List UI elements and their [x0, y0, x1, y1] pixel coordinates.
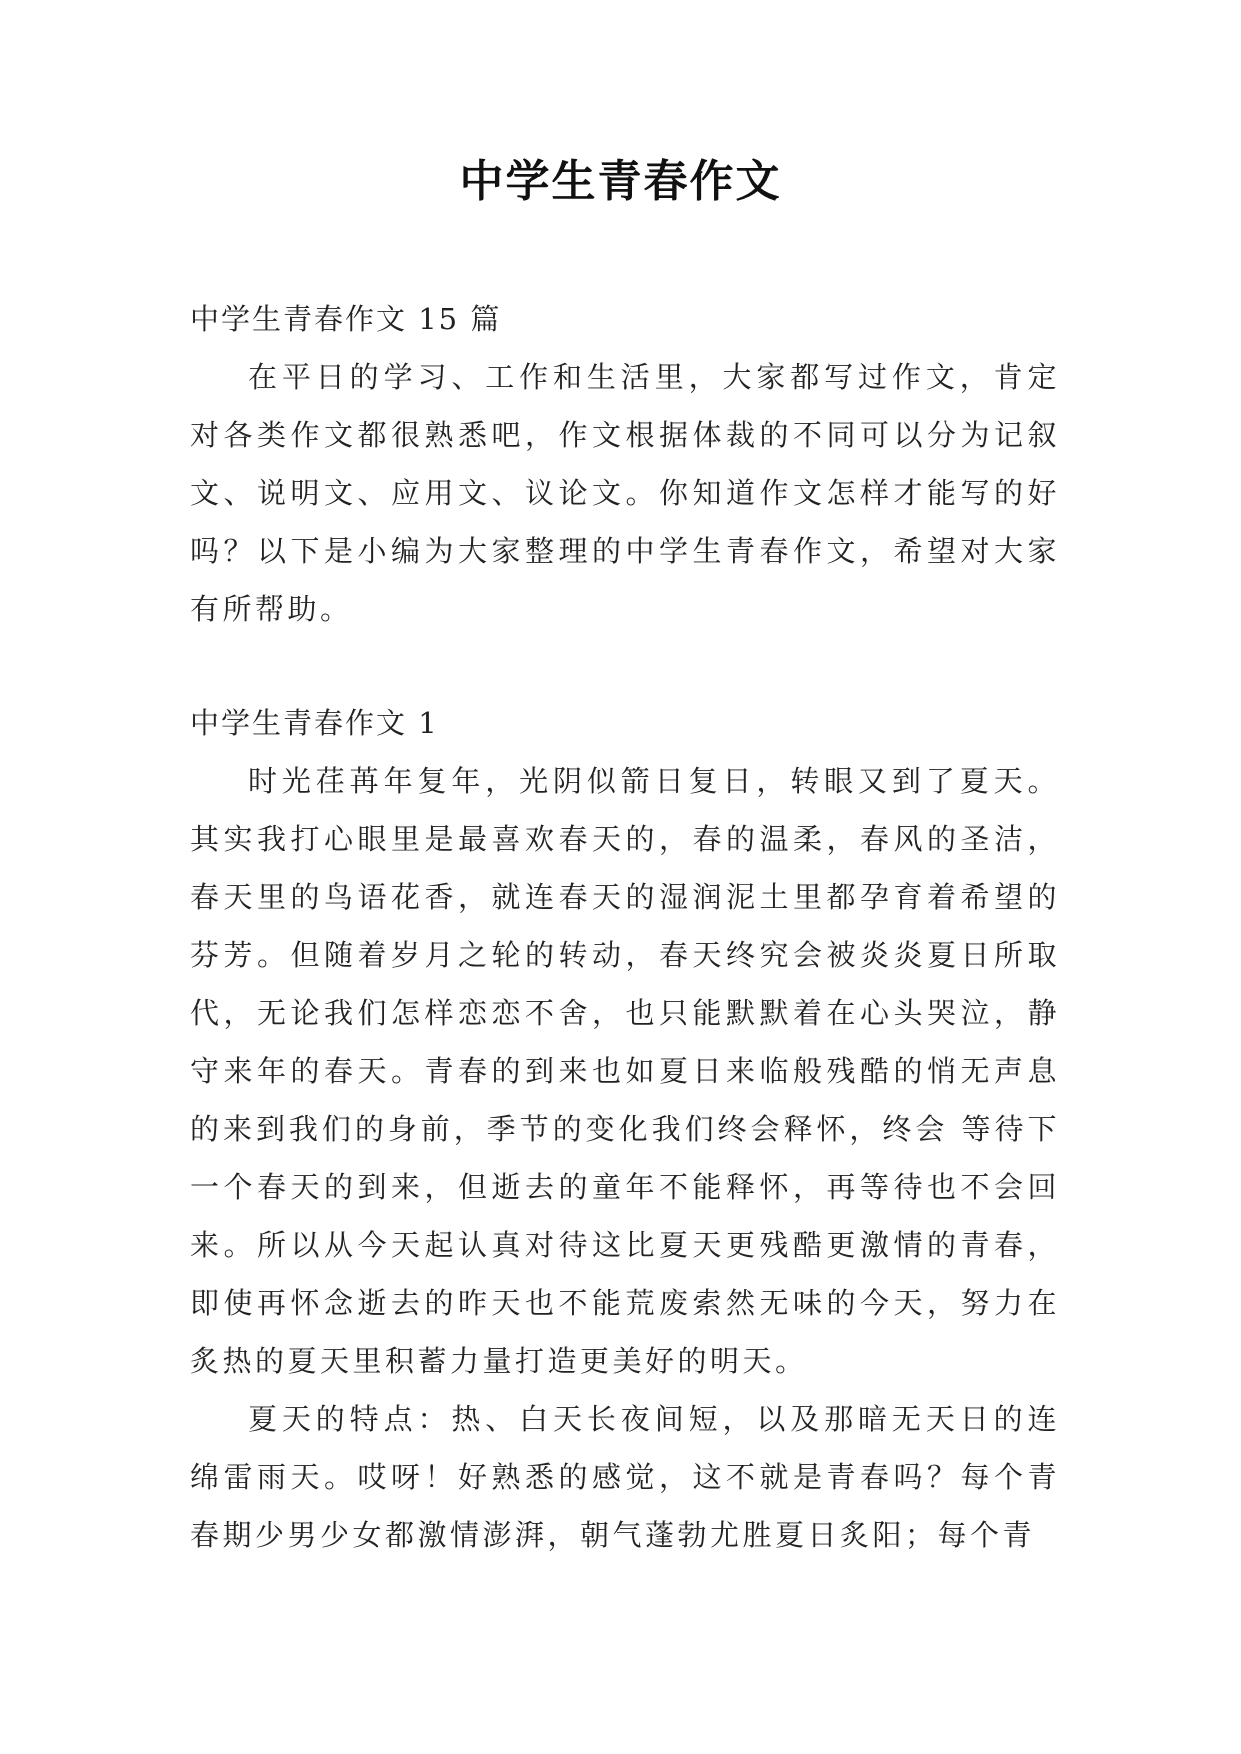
intro-paragraph: 在平日的学习、工作和生活里，大家都写过作文，肯定对各类作文都很熟悉吧，作文根据体裁的不同可以分为记叙文、说明文、应用文、议论文。你知道作文怎样才能写的好吗？以下是小编为大家整理的中学生青春作文，希望对大家有所帮助。 [190, 360, 1060, 626]
essay-paragraph-2: 夏天的特点：热、白天长夜间短，以及那暗无天日的连绵雷雨天。哎呀！好熟悉的感觉，这不就是青春吗？每个青春期少男少女都激情澎湃，朝气蓬勃尤胜夏日炙阳；每个青 [190, 1402, 1060, 1552]
document-title: 中学生青春作文 [459, 156, 782, 207]
document-body [190, 290, 1060, 1564]
essay-heading: 中学生青春作文 1 [190, 706, 439, 740]
section-spacer [190, 638, 1060, 694]
essay-paragraph-1: 时光荏苒年复年，光阴似箭日复日，转眼又到了夏天。其实我打心眼里是最喜欢春天的，春的温柔，春风的圣洁，春天里的鸟语花香，就连春天的湿润泥土里都孕育着希望的芬芳。但随着岁月之轮的转动，春天终究会被炎炎夏日所取代，无论我们怎样恋恋不舍，也只能默默着在心头哭泣，静守来年的春天。青春的到来也如夏日来临般残酷的悄无声息的来到我们的身前，季节的变化我们终会释怀，终会 等待下一个春天的到来，但逝去的童年不能释怀，再等待也不会回来。所以从今天起认真对待这比夏天更残酷更激情的青春，即使再怀念逝去的昨天也不能荒废索然无味的今天，努力在炙热的夏天里积蓄力量打造更美好的明天。 [190, 764, 1060, 1378]
collection-heading: 中学生青春作文 15 篇 [190, 302, 502, 336]
